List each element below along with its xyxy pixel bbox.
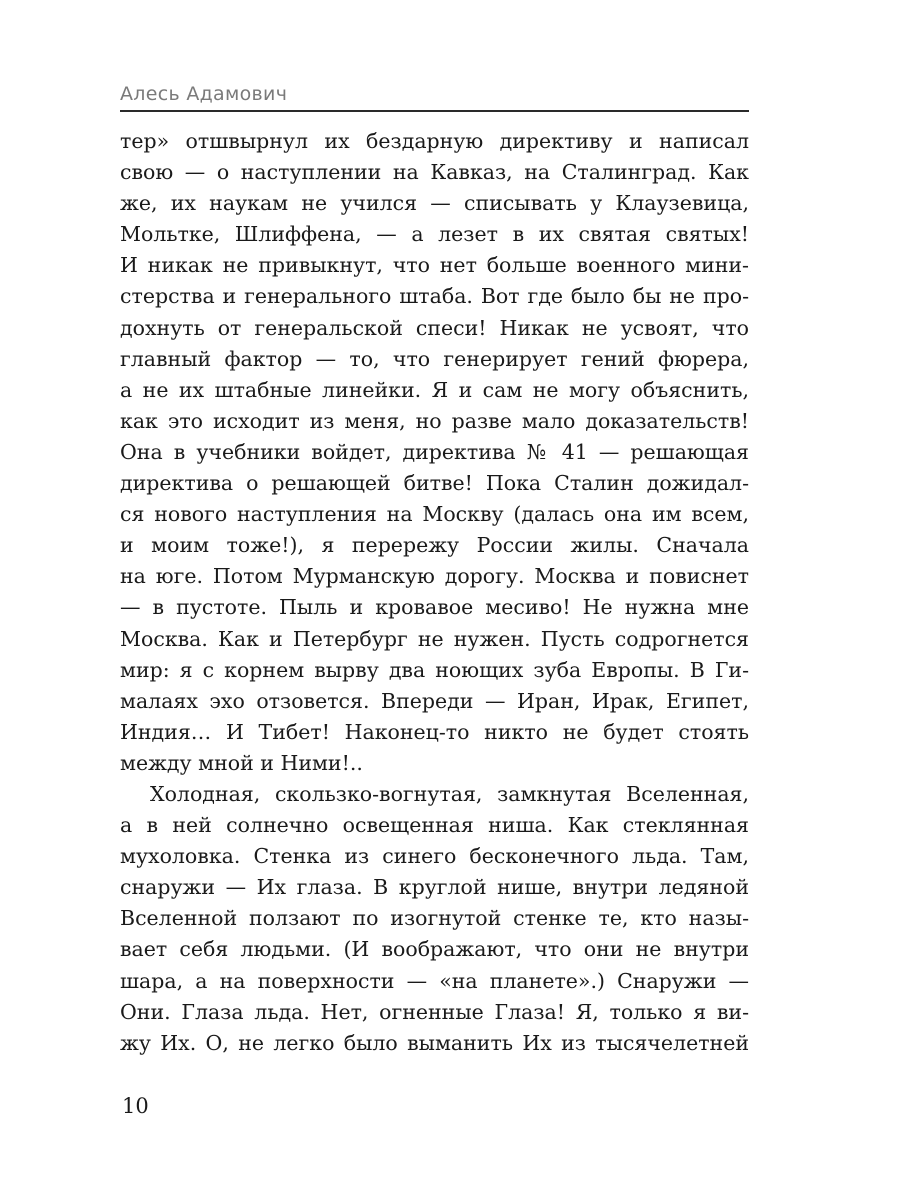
text-line: снаружи — Их глаза. В круглой нише, внутри ледяной — [120, 875, 749, 900]
paragraph-first-line: Холодная, скользко-вогнутая, замкнутая Вселенная, — [150, 781, 749, 806]
text-line: дохнуть от генеральской спеси! Никак не усвоят, что — [120, 315, 749, 340]
body-text — [120, 126, 749, 1059]
text-line: директива о решающей битве! Пока Сталин дожидал- — [120, 471, 749, 496]
text-line: как это исходит из меня, но разве мало доказательств! — [120, 408, 749, 433]
text-line: а в ней солнечно освещенная ниша. Как стеклянная — [120, 813, 749, 838]
text-line: ся нового наступления на Москву (далась она им всем, — [120, 502, 749, 527]
text-line: шара, а на поверхности — «на планете».) Снаружи — — [120, 968, 749, 993]
running-header-author: Алесь Адамович — [120, 83, 288, 105]
paragraph-last-line: между мной и Ними!.. — [120, 750, 363, 775]
text-line: мир: я с корнем вырву два ноющих зуба Европы. В Ги- — [120, 657, 749, 682]
text-line: тер» отшвырнул их бездарную директиву и написал — [120, 129, 749, 153]
text-line: же, их наукам не учился — списывать у Клаузевица, — [120, 191, 749, 216]
text-line: на юге. Потом Мурманскую дорогу. Москва и повиснет — [120, 564, 749, 589]
text-line: главный фактор — то, что генерирует гений фюрера, — [120, 346, 749, 371]
text-line: Она в учебники войдет, директива № 41 — решающая — [120, 439, 749, 464]
text-line: И никак не привыкнут, что нет больше военного мини- — [120, 253, 749, 278]
text-line: малаях эхо отзовется. Впереди — Иран, Ирак, Египет, — [120, 688, 749, 713]
text-line: свою — о наступлении на Кавказ, на Сталинград. Как — [120, 160, 749, 185]
text-line: Мольтке, Шлиффена, — а лезет в их святая святых! — [120, 222, 749, 247]
text-line: и моим тоже!), я перережу России жилы. Сначала — [120, 533, 749, 558]
text-line: Москва. Как и Петербург не нужен. Пусть содрогнется — [120, 626, 749, 651]
text-line: вает себя людьми. (И воображают, что они не внутри — [120, 937, 749, 962]
text-line: Вселенной ползают по изогнутой стенке те, кто назы- — [120, 906, 749, 931]
text-line: — в пустоте. Пыль и кровавое месиво! Не нужна мне — [120, 595, 749, 620]
running-header — [120, 82, 749, 112]
text-line: мухоловка. Стенка из синего бесконечного льда. Там, — [120, 844, 749, 869]
text-line: стерства и генерального штаба. Вот где было бы не про- — [120, 284, 749, 309]
page-number: 10 — [122, 1094, 149, 1118]
text-line: Индия… И Тибет! Наконец-то никто не будет стоять — [120, 719, 749, 744]
text-line: Они. Глаза льда. Нет, огненные Глаза! Я, только я ви- — [120, 999, 749, 1024]
text-line: а не их штабные линейки. Я и сам не могу объяснить, — [120, 377, 749, 402]
text-line: жу Их. О, не легко было выманить Их из тысячелетней — [120, 1030, 749, 1055]
